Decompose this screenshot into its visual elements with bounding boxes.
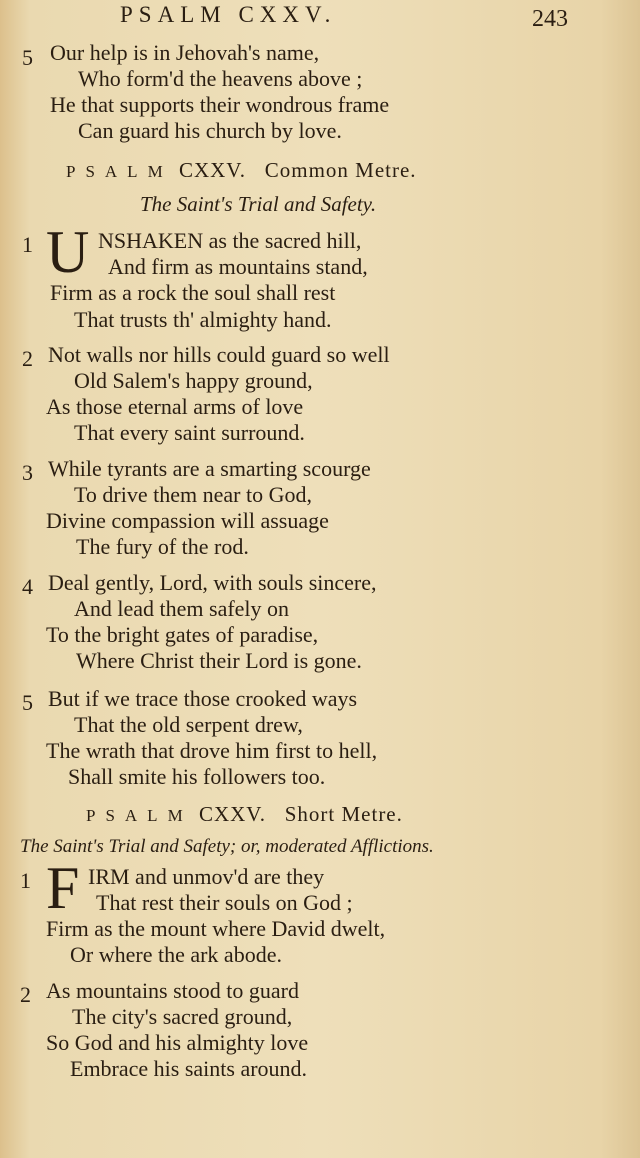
psalm-subtitle: The Saint's Trial and Safety; or, moderated Afflictions. bbox=[20, 836, 434, 857]
verse-line: Can guard his church by love. bbox=[78, 118, 342, 143]
psalm-heading-common-metre bbox=[66, 158, 417, 183]
verse-line: But if we trace those crooked ways bbox=[48, 686, 358, 711]
verse-line: So God and his almighty love bbox=[46, 1030, 309, 1055]
verse-line: Old Salem's happy ground, bbox=[74, 368, 313, 393]
verse-line: Where Christ their Lord is gone. bbox=[76, 648, 362, 673]
psalm-numeral: CXXV. bbox=[198, 802, 266, 826]
stanza-number: 2 bbox=[22, 346, 33, 371]
verse-line: Firm as the mount where David dwelt, bbox=[46, 916, 386, 941]
page-number: 243 bbox=[532, 6, 568, 32]
verse-line: IRM and unmov'd are they bbox=[88, 864, 325, 889]
verse-line: While tyrants are a smarting scourge bbox=[48, 456, 371, 481]
psalm-metre: Short Metre. bbox=[284, 802, 403, 826]
drop-cap: F bbox=[46, 855, 80, 921]
stanza-number: 5 bbox=[22, 690, 33, 715]
stanza-number: 1 bbox=[20, 868, 31, 893]
verse-line: Deal gently, Lord, with souls sincere, bbox=[48, 570, 377, 595]
verse-line: The city's sacred ground, bbox=[72, 1004, 293, 1029]
running-head-title: PSALM CXXV. bbox=[120, 2, 337, 27]
stanza-number: 1 bbox=[22, 232, 33, 257]
psalm-heading-short-metre bbox=[86, 802, 403, 827]
verse-line: To the bright gates of paradise, bbox=[46, 622, 319, 647]
verse-line: The wrath that drove him first to hell, bbox=[46, 738, 378, 763]
psalm-label: PSALM bbox=[86, 806, 193, 825]
verse-line: That rest their souls on God ; bbox=[96, 890, 353, 915]
verse-line: NSHAKEN as the sacred hill, bbox=[98, 228, 362, 253]
verse-line: Divine compassion will assuage bbox=[46, 508, 329, 533]
verse-line: That trusts th' almighty hand. bbox=[74, 307, 332, 332]
psalm-label: PSALM bbox=[66, 162, 173, 181]
verse-line: That the old serpent drew, bbox=[74, 712, 303, 737]
verse-line: He that supports their wondrous frame bbox=[50, 92, 390, 117]
stanza-number: 5 bbox=[22, 45, 33, 70]
verse-line: The fury of the rod. bbox=[76, 534, 249, 559]
psalm-subtitle: The Saint's Trial and Safety. bbox=[140, 192, 377, 216]
psalm-numeral: CXXV. bbox=[178, 158, 246, 182]
stanza-number: 4 bbox=[22, 574, 33, 599]
verse-line: That every saint surround. bbox=[74, 420, 305, 445]
verse-line: Who form'd the heavens above ; bbox=[78, 66, 363, 91]
stanza-number: 3 bbox=[22, 460, 33, 485]
verse-line: Embrace his saints around. bbox=[70, 1056, 308, 1081]
verse-line: Not walls nor hills could guard so well bbox=[48, 342, 390, 367]
verse-line: As those eternal arms of love bbox=[46, 394, 304, 419]
verse-line: Firm as a rock the soul shall rest bbox=[50, 280, 336, 305]
verse-line: Or where the ark abode. bbox=[70, 942, 282, 967]
psalm-metre: Common Metre. bbox=[264, 158, 417, 182]
verse-line: Shall smite his followers too. bbox=[68, 764, 326, 789]
verse-line: And firm as mountains stand, bbox=[108, 254, 368, 279]
verse-line: As mountains stood to guard bbox=[46, 978, 299, 1003]
verse-line: To drive them near to God, bbox=[74, 482, 312, 507]
verse-line: Our help is in Jehovah's name, bbox=[50, 40, 320, 65]
verse-line: And lead them safely on bbox=[74, 596, 290, 621]
stanza-number: 2 bbox=[20, 982, 31, 1007]
running-head bbox=[0, 2, 640, 32]
drop-cap: U bbox=[46, 219, 90, 285]
